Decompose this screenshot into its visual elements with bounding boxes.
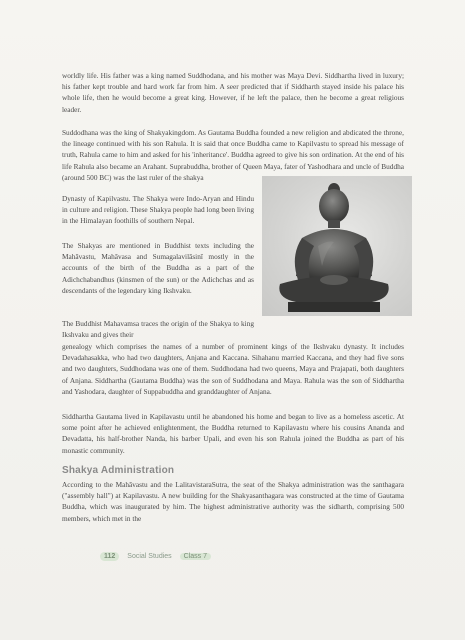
buddha-statue-photo: [262, 176, 412, 316]
page-footer: [100, 552, 211, 561]
paragraph-suddodhana: Suddodhana was the king of Shakyakingdom. As Gautama Buddha founded a new religion and abdicated the throne, the lineage continued with his son Rahula. It is said that once Buddha came to Kapilvastu to spread his message of truth, Rahula came to him and asked for his 'inheritance'. Buddha agreed to give his son ordination. At the end of his life Rahula also became an Arahant. Suprabuddha, brother of Queen Maya, fater of Yashodhara and uncle of Buddha (around 500 BC) was the last ruler of the shakya: [62, 128, 404, 182]
paragraph-mahavamsa-intro: The Buddhist Mahavamsa traces the origin of the Shakya to king Ikshvaku and gives their: [62, 319, 254, 340]
buddha-statue-icon: [262, 176, 412, 316]
paragraph-shakya-dynasty: Dynasty of Kapilvastu. The Shakya were Indo-Aryan and Hindu in culture and religion. These Shakya people had long been living in the Himalayan foothills of southern Nepal.: [62, 194, 254, 226]
footer-subject: Social Studies: [127, 553, 172, 560]
paragraph-shakya-administration: According to the Mahāvastu and the LalitavistaraSutra, the seat of the Shakya administration was the santhagara ("assembly hall") at Kapilavastu. A new building for the Shakyasanthagara was constructed at the time of Gautama Buddha, which was inaugurated by him. The highest administrative authority was the sidharth, comprising 500 members, which met in the: [62, 480, 404, 523]
paragraph-siddhartha-early-life: worldly life. His father was a king named Suddhodana, and his mother was Maya Devi. Siddhartha lived in luxury; his father kept trouble and hard work far from him. A seer predicted that if Siddharth stayed inside his palace his whole life, then he would become a great king. However, if he left the palace, then he become a great religious leader.: [62, 71, 404, 114]
paragraph-buddhist-texts: The Shakyas are mentioned in Buddhist texts including the Mahāvastu, Mahāvasa and Sumagalavilāsinī mostly in the accounts of the birth of the Buddha as a part of the Adichchabandhus (kinsmen of the sun) or the Adichchas and as descendants of the legendary king Ikshvaku.: [62, 241, 254, 295]
paragraph-kapilavastu: Siddhartha Gautama lived in Kapilavastu until he abandoned his home and began to live as a homeless ascetic. At some point after he achieved enlightenment, the Buddha returned to Kapilavastu where his cousins Ananda and Devadatta, his half-brother Nanda, his barber Upali, and even his son Rahula joined the Buddha as part of his monastic community.: [62, 412, 404, 455]
footer-class-label: Class 7: [180, 553, 211, 560]
section-heading: Shakya Administration: [62, 465, 175, 476]
paragraph-genealogy: genealogy which comprises the names of a number of prominent kings of the Ikshvaku dynasty. It includes Devadahasakka, who had two daughters, Anjana and Kaccana. Sihahanu married Kaccana, and they had five sons and two daughters, Suddhodana was one of them. Suddhodana had two queens, Maya and Prajapati, both daughters of Anjana. Siddhartha (Gautama Buddha) was the son of Suddhodana and Maya. Rahula was the son of Siddhartha and Yashodara, daughter of Suppabuddha and granddaughter of Anjana.: [62, 342, 404, 396]
page-number: 112: [100, 552, 119, 561]
